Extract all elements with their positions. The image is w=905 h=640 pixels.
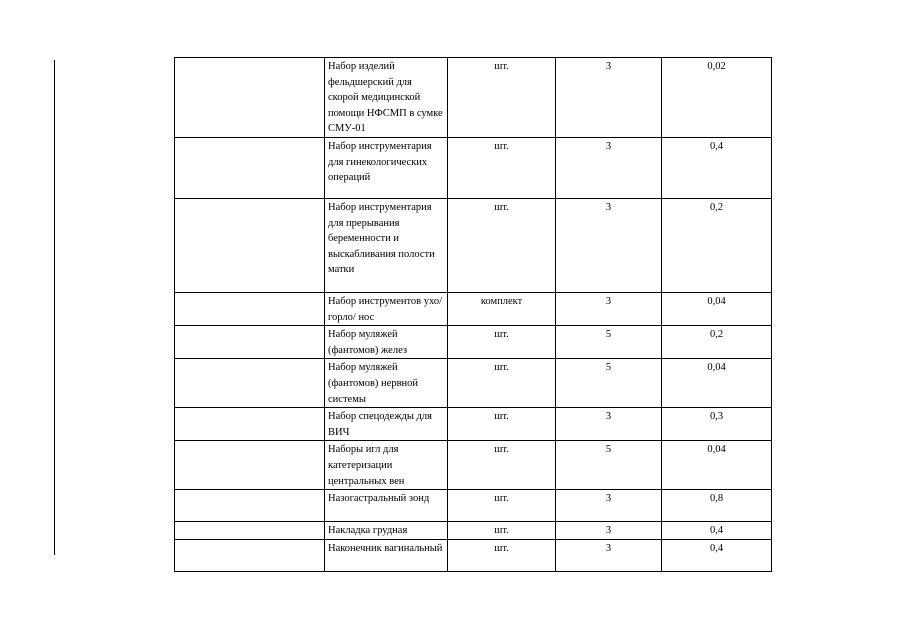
- row-first-cell: [175, 58, 325, 138]
- table-row: [175, 490, 772, 522]
- row-first-cell: [175, 138, 325, 199]
- row-first-cell: [175, 359, 325, 408]
- item-name-cell: Наборы игл для катетеризации центральных вен: [325, 441, 448, 490]
- table-row: [175, 408, 772, 441]
- item-name-cell: Набор муляжей (фантомов) желез: [325, 326, 448, 359]
- table-row: [175, 138, 772, 199]
- equipment-table: [174, 57, 772, 572]
- unit-cell: шт.: [448, 522, 556, 540]
- table-row: [175, 359, 772, 408]
- item-name-cell: Набор муляжей (фантомов) нервной системы: [325, 359, 448, 408]
- quantity-cell: 3: [556, 199, 662, 293]
- item-name-cell: Набор изделий фельдшерский для скорой медицинской помощи НФСМП в сумке СМУ-01: [325, 58, 448, 138]
- row-first-cell: [175, 326, 325, 359]
- unit-cell: шт.: [448, 58, 556, 138]
- item-name-cell: Набор инструментария для прерывания беременности и выскабливания полости матки: [325, 199, 448, 293]
- value-cell: 0,04: [662, 441, 772, 490]
- item-name-cell: Накладка грудная: [325, 522, 448, 540]
- unit-cell: шт.: [448, 138, 556, 199]
- unit-cell: шт.: [448, 408, 556, 441]
- table-row: [175, 441, 772, 490]
- quantity-cell: 3: [556, 490, 662, 522]
- quantity-cell: 5: [556, 441, 662, 490]
- row-first-cell: [175, 199, 325, 293]
- unit-cell: комплект: [448, 293, 556, 326]
- row-first-cell: [175, 293, 325, 326]
- row-first-cell: [175, 408, 325, 441]
- quantity-cell: 3: [556, 138, 662, 199]
- unit-cell: шт.: [448, 359, 556, 408]
- value-cell: 0,2: [662, 199, 772, 293]
- value-cell: 0,4: [662, 522, 772, 540]
- value-cell: 0,2: [662, 326, 772, 359]
- item-name-cell: Наконечник вагинальный: [325, 539, 448, 571]
- quantity-cell: 3: [556, 522, 662, 540]
- table-row: [175, 293, 772, 326]
- quantity-cell: 3: [556, 539, 662, 571]
- unit-cell: шт.: [448, 199, 556, 293]
- row-first-cell: [175, 539, 325, 571]
- row-first-cell: [175, 490, 325, 522]
- unit-cell: шт.: [448, 490, 556, 522]
- item-name-cell: Набор спецодежды для ВИЧ: [325, 408, 448, 441]
- table-row: [175, 199, 772, 293]
- value-cell: 0,4: [662, 539, 772, 571]
- value-cell: 0,4: [662, 138, 772, 199]
- table-row: [175, 539, 772, 571]
- value-cell: 0,3: [662, 408, 772, 441]
- item-name-cell: Назогастральный зонд: [325, 490, 448, 522]
- quantity-cell: 5: [556, 359, 662, 408]
- quantity-cell: 3: [556, 293, 662, 326]
- table-row: [175, 326, 772, 359]
- unit-cell: шт.: [448, 326, 556, 359]
- item-name-cell: Набор инструментов ухо/горло/ нос: [325, 293, 448, 326]
- quantity-cell: 3: [556, 408, 662, 441]
- unit-cell: шт.: [448, 441, 556, 490]
- item-name-cell: Набор инструментария для гинекологических операций: [325, 138, 448, 199]
- table-row: [175, 522, 772, 540]
- value-cell: 0,8: [662, 490, 772, 522]
- value-cell: 0,04: [662, 359, 772, 408]
- value-cell: 0,02: [662, 58, 772, 138]
- row-first-cell: [175, 441, 325, 490]
- value-cell: 0,04: [662, 293, 772, 326]
- page-margin-line: [54, 60, 55, 555]
- table-row: [175, 58, 772, 138]
- quantity-cell: 3: [556, 58, 662, 138]
- quantity-cell: 5: [556, 326, 662, 359]
- unit-cell: шт.: [448, 539, 556, 571]
- row-first-cell: [175, 522, 325, 540]
